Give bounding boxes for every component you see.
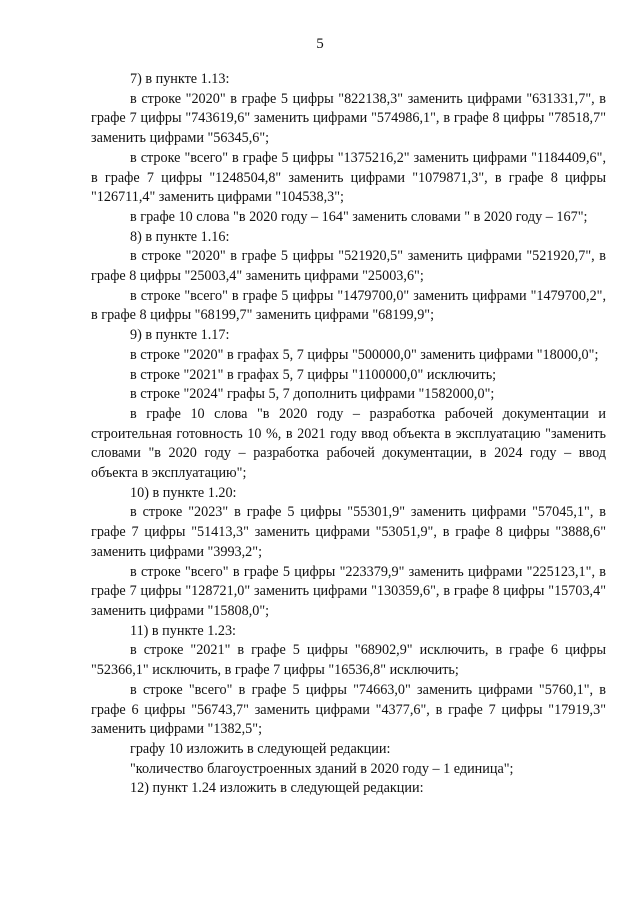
paragraph-item-12: 12) пункт 1.24 изложить в следующей редакции: (130, 780, 424, 797)
paragraph: в графе 10 слова "в 2020 году – 164" заменить словами " в 2020 году – 167"; (130, 208, 588, 225)
document-body (91, 70, 606, 799)
paragraph: в строке "2021" в графе 5 цифры "68902,9" исключить, в графе 6 цифры "52366,1" исключить, в графе 7 цифры "16536,8" исключить; (91, 642, 606, 679)
paragraph: в строке "всего" в графе 5 цифры "1375216,2" заменить цифрами "1184409,6", в графе 7 цифры "1248504,8" заменить цифрами "1079871,3", в графе 8 цифры "126711,4" заменить цифрами "104538,3"; (91, 149, 606, 206)
paragraph: графу 10 изложить в следующей редакции: (130, 740, 391, 757)
paragraph: в строке "2020" в графах 5, 7 цифры "500000,0" заменить цифрами "18000,0"; (130, 346, 599, 363)
paragraph-item-7: 7) в пункте 1.13: (130, 71, 230, 87)
paragraph-item-11: 11) в пункте 1.23: (130, 622, 236, 639)
paragraph-item-10: 10) в пункте 1.20: (130, 484, 237, 501)
paragraph: в строке "всего" в графе 5 цифры "223379,9" заменить цифрами "225123,1", в графе 7 цифры "128721,0" заменить цифрами "130359,6", в графе 8 цифры "15703,4" заменить цифрами "15808,0"; (91, 563, 606, 619)
paragraph: в строке "2023" в графе 5 цифры "55301,9" заменить цифрами "57045,1", в графе 7 цифры "51413,3" заменить цифрами "53051,9", в графе 8 цифры "3888,6" заменить цифрами "3993,2"; (91, 504, 606, 560)
paragraph: в графе 10 слова "в 2020 году – разработка рабочей документации и строительная готовность 10 %, в 2021 году ввод объекта в эксплуатацию "заменить словами "в 2020 году – разработка рабочей документации, в 2024 году – ввод объекта в эксплуатацию"; (91, 405, 606, 482)
paragraph: в строке "2024" графы 5, 7 дополнить цифрами "1582000,0"; (130, 386, 495, 403)
paragraph: "количество благоустроенных зданий в 2020 году – 1 единица"; (130, 760, 514, 777)
paragraph: в строке "2020" в графе 5 цифры "521920,5" заменить цифрами "521920,7", в графе 8 цифры "25003,4" заменить цифрами "25003,6"; (91, 248, 606, 285)
page-number: 5 (316, 36, 324, 52)
paragraph: в строке "2020" в графе 5 цифры "822138,3" заменить цифрами "631331,7", в графе 7 цифры "743619,6" заменить цифрами "574986,1", в графе 8 цифры "78518,7" заменить цифрами "56345,6"; (91, 90, 606, 147)
paragraph-item-9: 9) в пункте 1.17: (130, 327, 230, 344)
paragraph: в строке "всего" в графе 5 цифры "74663,0" заменить цифрами "5760,1", в графе 6 цифры "56743,7" заменить цифрами "4377,6", в графе 7 цифры "17919,3" заменить цифрами "1382,5"; (91, 681, 606, 738)
paragraph: в строке "всего" в графе 5 цифры "1479700,0" заменить цифрами "1479700,2", в графе 8 цифры "68199,7" заменить цифрами "68199,9"; (91, 287, 606, 324)
paragraph: в строке "2021" в графах 5, 7 цифры "1100000,0" исключить; (130, 366, 497, 383)
paragraph-item-8: 8) в пункте 1.16: (130, 228, 230, 245)
